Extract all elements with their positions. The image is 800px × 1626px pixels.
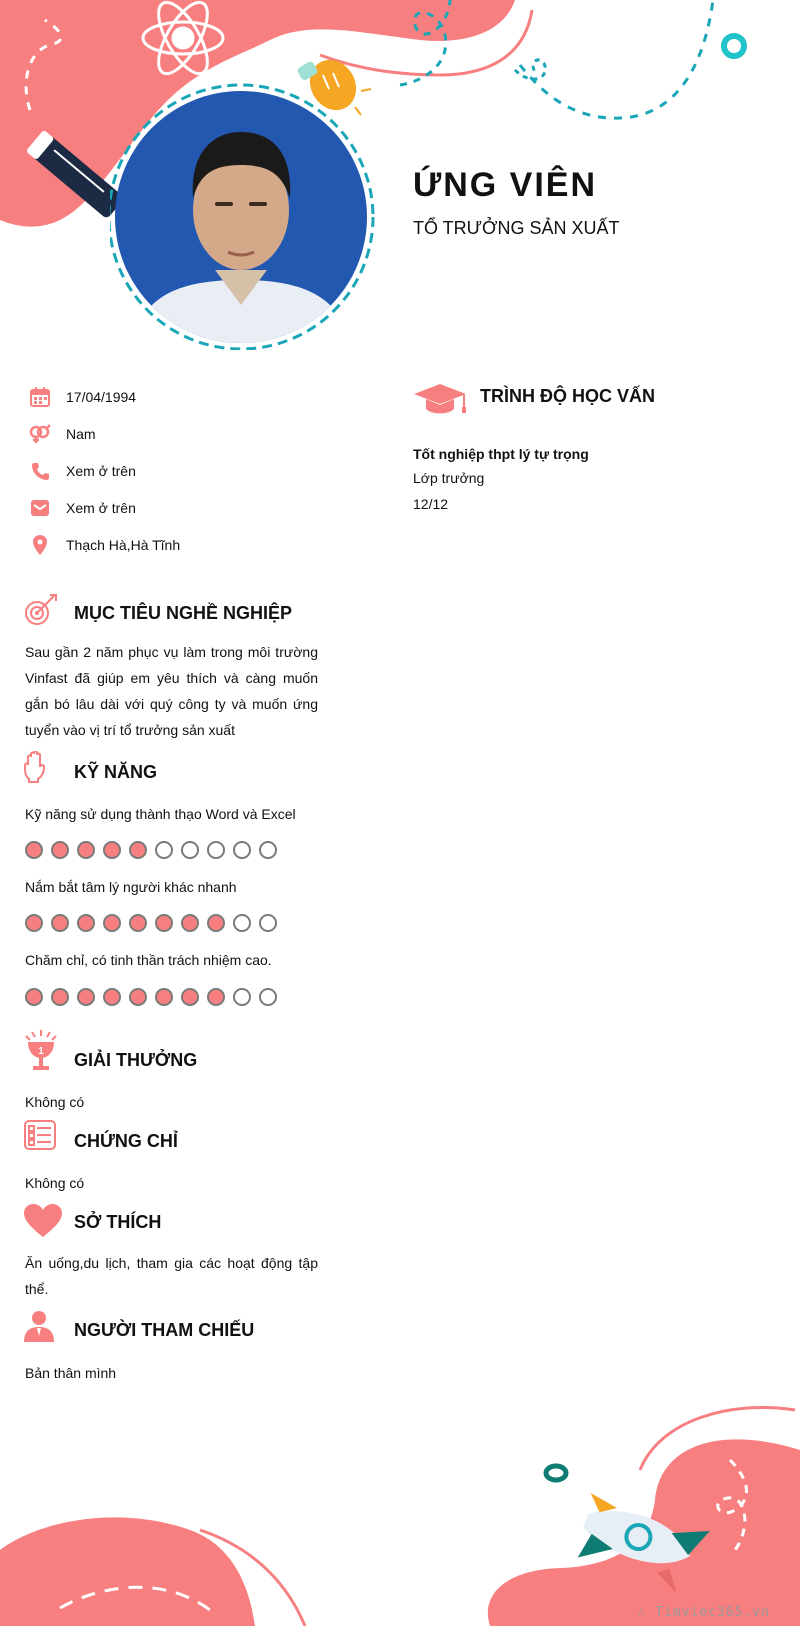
contact-gender — [28, 422, 96, 446]
person-icon — [24, 1310, 54, 1342]
hand-icon — [24, 751, 48, 783]
rating-dot — [129, 988, 147, 1006]
location-icon — [28, 533, 52, 557]
education-role: Lớp trưởng — [413, 470, 485, 486]
rating-dot — [181, 988, 199, 1006]
objective-text: Sau gần 2 năm phục vụ làm trong môi trường Vinfast đã giúp em yêu thích và càng muốn gắn bó lâu dài với quý công ty và muốn ứng tuyển vào vị trí tổ trưởng sản xuất — [25, 644, 318, 738]
contact-phone — [28, 459, 136, 483]
gender-value: Nam — [66, 426, 96, 442]
svg-text:1: 1 — [38, 1046, 44, 1057]
skill-rating — [25, 988, 277, 1006]
contact-address — [28, 533, 180, 557]
skill-rating — [25, 841, 277, 859]
rating-dot — [155, 841, 173, 859]
education-school: Tốt nghiệp thpt lý tự trọng — [413, 446, 589, 462]
gender-icon — [28, 422, 52, 446]
rating-dot — [233, 914, 251, 932]
education-grade: 12/12 — [413, 496, 449, 512]
rating-dot — [155, 914, 173, 932]
footer-decoration — [0, 1390, 800, 1626]
hobbies-text: Ăn uống,du lịch, tham gia các hoạt động tập thể. — [25, 1255, 318, 1297]
rating-dot — [25, 988, 43, 1006]
rating-dot — [207, 841, 225, 859]
rating-dot — [207, 988, 225, 1006]
skill-rating — [25, 914, 277, 932]
rating-dot — [51, 988, 69, 1006]
phone-value: Xem ở trên — [66, 463, 136, 479]
rating-dot — [259, 914, 277, 932]
awards-text: Không có — [25, 1094, 85, 1110]
candidate-position: TỔ TRƯỞNG SẢN XUẤT — [413, 218, 620, 238]
trophy-icon — [24, 1030, 58, 1072]
skill-name: Kỹ năng sử dụng thành thạo Word và Excel — [25, 806, 296, 822]
rating-dot — [77, 841, 95, 859]
rating-dot — [103, 841, 121, 859]
skill-name: Nắm bắt tâm lý người khác nhanh — [25, 879, 237, 895]
rating-dot — [77, 988, 95, 1006]
rating-dot — [181, 914, 199, 932]
rating-dot — [51, 914, 69, 932]
objective-title: MỤC TIÊU NGHỀ NGHIỆP — [74, 603, 293, 623]
email-value: Xem ở trên — [66, 500, 136, 516]
contact-birthday — [28, 385, 136, 409]
email-icon — [28, 496, 52, 520]
hobbies-title: SỞ THÍCH — [74, 1212, 162, 1232]
candidate-name: ỨNG VIÊN — [413, 166, 598, 204]
rating-dot — [207, 914, 225, 932]
awards-title: GIẢI THƯỞNG — [74, 1050, 198, 1070]
skill-name: Chăm chỉ, có tinh thần trách nhiệm cao. — [25, 952, 272, 968]
rating-dot — [181, 841, 199, 859]
target-icon — [24, 593, 58, 627]
skills-title: KỸ NĂNG — [74, 762, 158, 782]
rating-dot — [51, 841, 69, 859]
rating-dot — [25, 914, 43, 932]
rating-dot — [233, 841, 251, 859]
contact-email — [28, 496, 136, 520]
certificates-text: Không có — [25, 1175, 85, 1191]
references-title: NGƯỜI THAM CHIẾU — [74, 1320, 255, 1340]
rating-dot — [103, 988, 121, 1006]
rating-dot — [259, 841, 277, 859]
calendar-icon — [28, 385, 52, 409]
avatar — [110, 80, 376, 350]
rating-dot — [25, 841, 43, 859]
rating-dot — [259, 988, 277, 1006]
references-text: Bản thân mình — [25, 1365, 117, 1381]
birthday-value: 17/04/1994 — [66, 389, 137, 405]
watermark: ∴ Timviec365.vn — [637, 1605, 770, 1620]
rating-dot — [77, 914, 95, 932]
education-title: TRÌNH ĐỘ HỌC VẤN — [480, 386, 655, 406]
rating-dot — [129, 914, 147, 932]
rating-dot — [103, 914, 121, 932]
certificates-title: CHỨNG CHỈ — [74, 1131, 178, 1151]
heart-icon — [24, 1204, 62, 1238]
checklist-icon — [24, 1120, 56, 1150]
rating-dot — [155, 988, 173, 1006]
rating-dot — [233, 988, 251, 1006]
address-value: Thạch Hà,Hà Tĩnh — [66, 537, 181, 553]
graduation-cap-icon — [412, 382, 468, 416]
rating-dot — [129, 841, 147, 859]
phone-icon — [28, 459, 52, 483]
